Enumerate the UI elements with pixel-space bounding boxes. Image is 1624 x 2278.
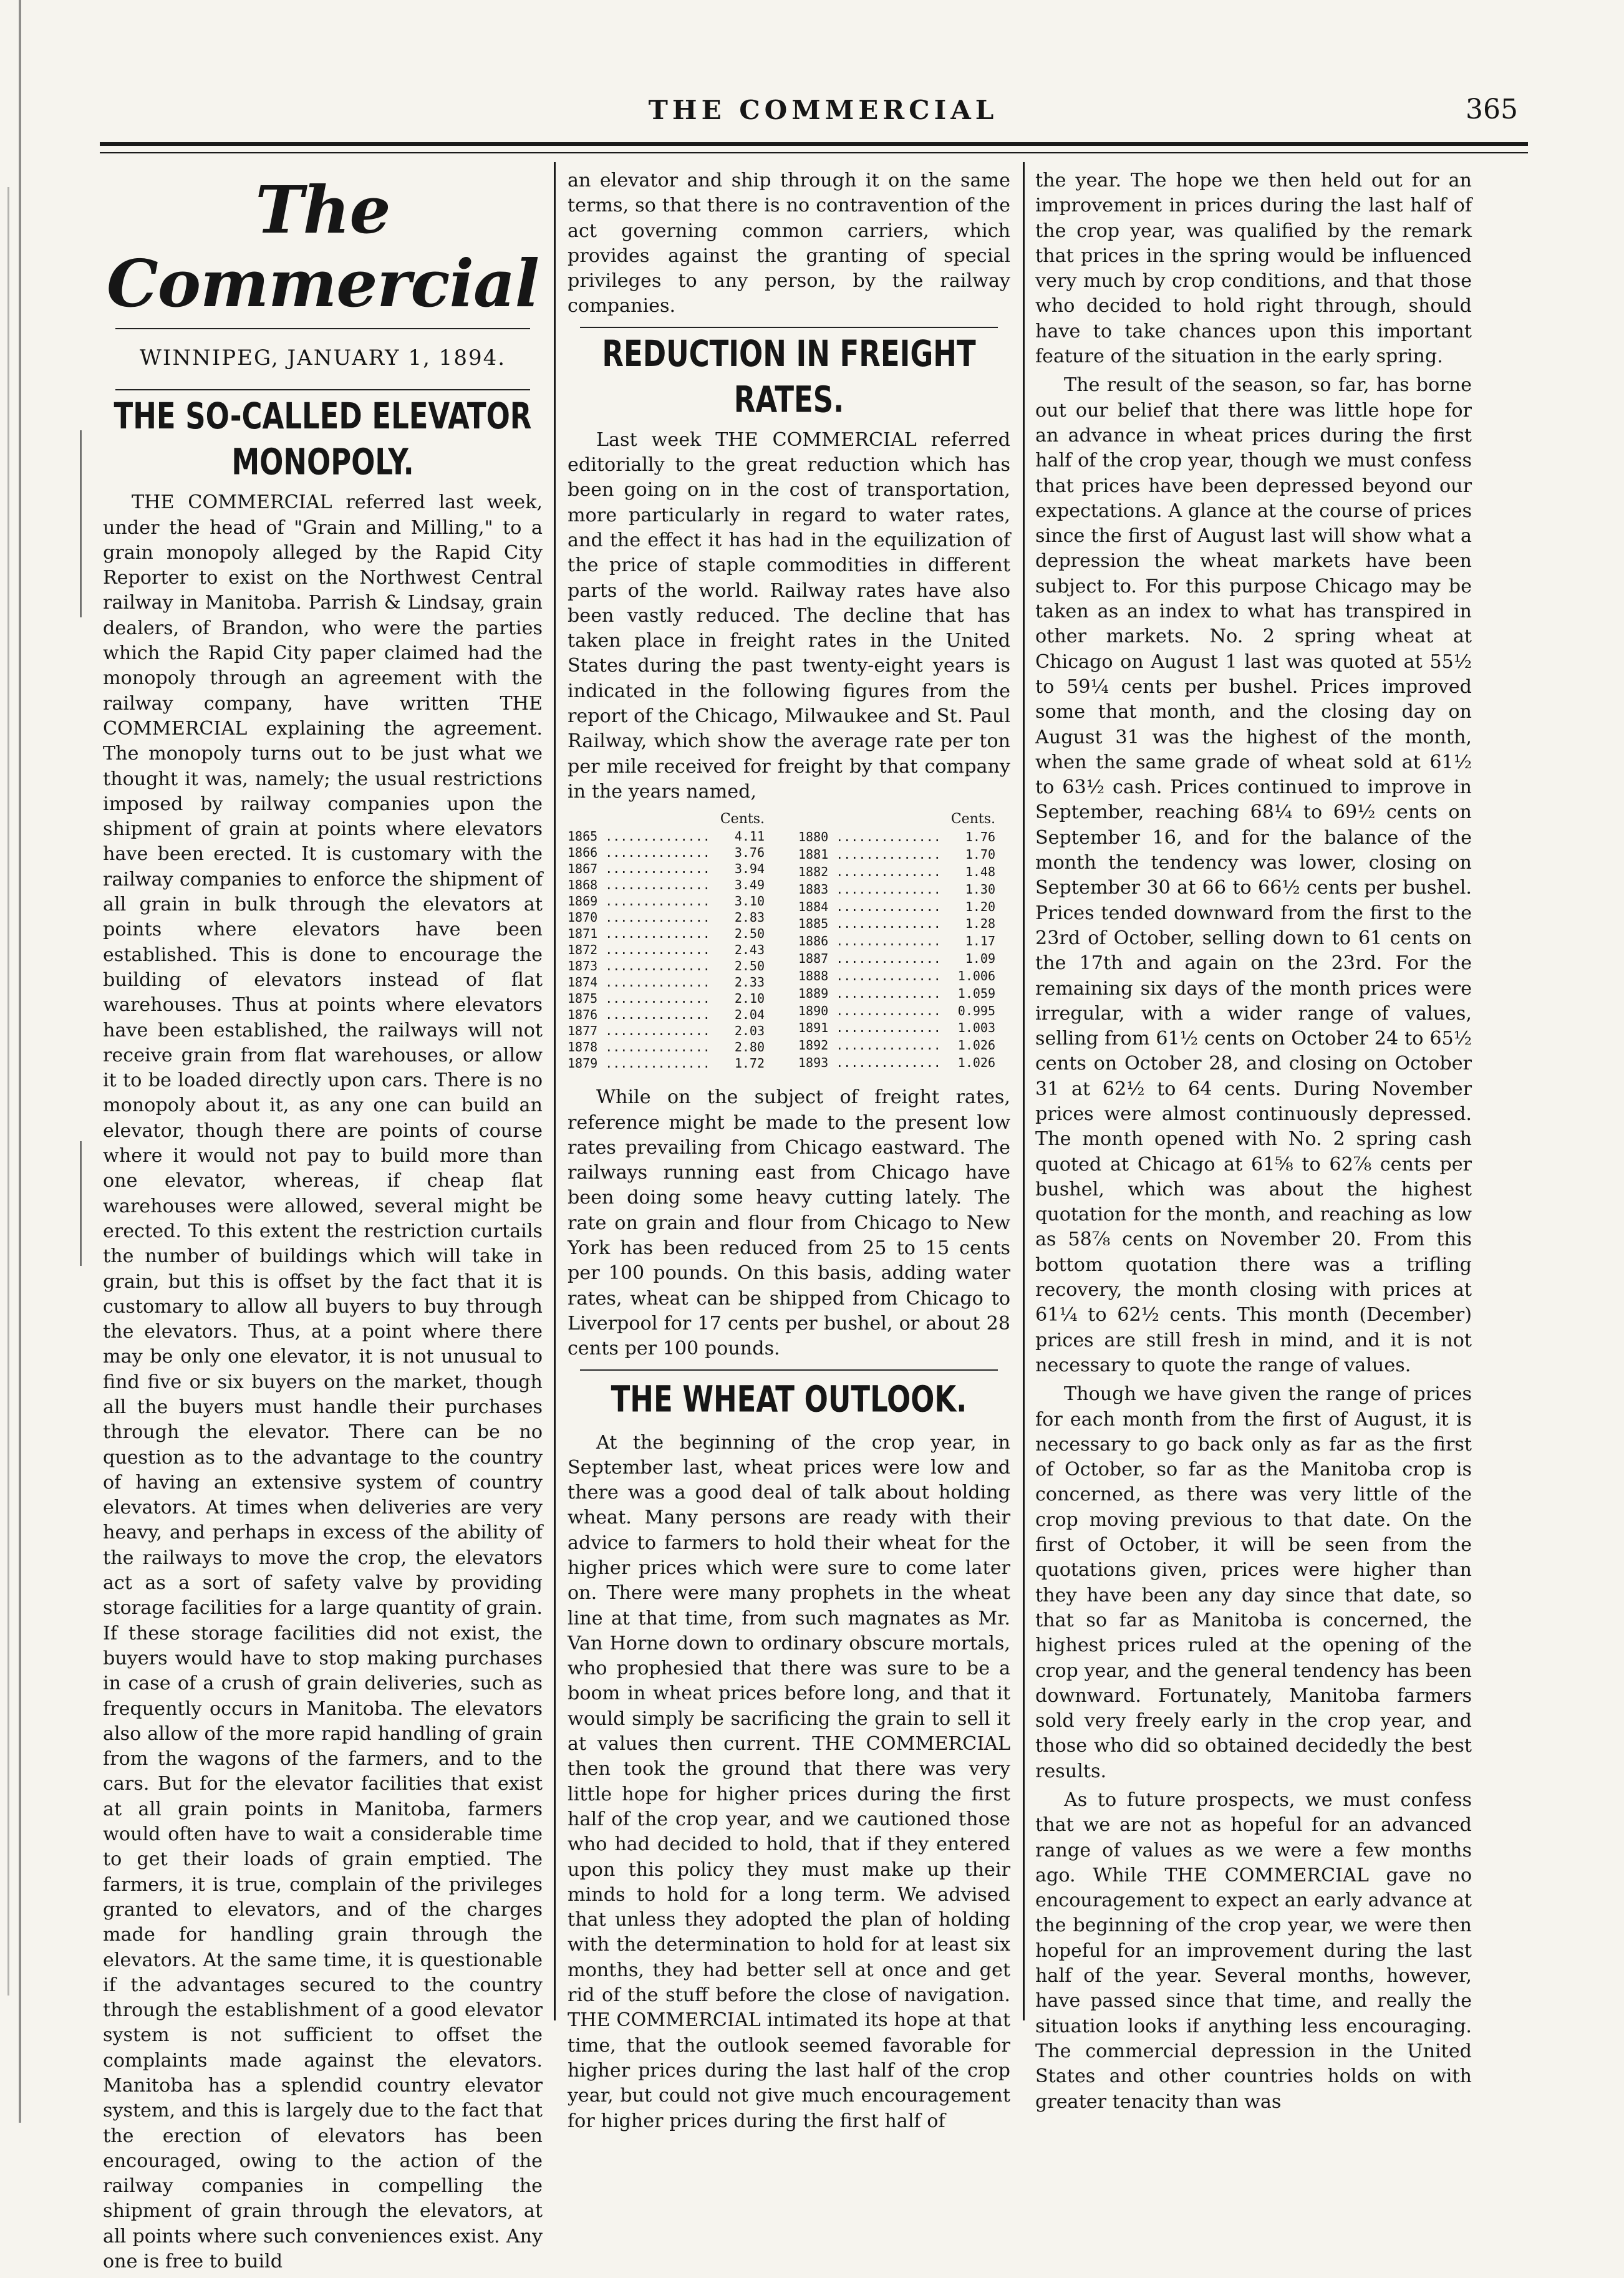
scan-edge-mark [19,0,21,2123]
article-paragraph: While on the subject of freight rates, reference might be made to the present low rates prevailing from Chicago eastward. The railways running east from Chicago have been doing some heavy cutting lately. The rate on grain and flour from Chicago to New York has been reduced from 25 to 15 cents per 100 pounds. On this basis, adding water rates, wheat can be shipped from Chicago to Liverpool for 17 cents per bushel, or about 28 cents per 100 pounds. [568,1086,1010,1360]
cents-cell: 0.995 [957,1003,995,1018]
article-continuation: an elevator and ship through it on the same terms, so that there is no contravention of the act governing common carriers, which provides against the granting of special privileges to any person, by the railway companies. [568,170,1010,317]
article-headline: THE WHEAT OUTLOOK. [611,1378,967,1420]
table-row [568,1023,780,1039]
year-cell: 1881 .............. [798,847,941,862]
cents-cell: 1.20 [965,899,995,914]
cents-cell: 1.026 [957,1038,995,1053]
year-cell: 1865 .............. [568,829,710,844]
year-cell: 1872 .............. [568,942,710,958]
year-cell: 1891 .............. [798,1020,941,1036]
section-rule [580,1369,998,1371]
table-row [568,990,780,1006]
column-1 [103,168,543,2278]
masthead-rule [115,328,530,329]
cents-cell: 3.49 [734,877,765,893]
running-head: THE COMMERCIAL [648,95,998,125]
table-row [798,915,1010,932]
cents-cell: 1.09 [965,951,995,967]
table-row [568,909,780,925]
year-cell: 1868 .............. [568,877,710,893]
header-rule-thick [100,142,1528,146]
table-row [568,893,780,909]
year-cell: 1871 .............. [568,926,710,942]
table-row [568,974,780,990]
year-cell: 1882 .............. [798,864,941,879]
table-row [798,1036,1010,1054]
year-cell: 1870 .............. [568,910,710,925]
cents-cell: 1.28 [965,916,995,932]
table-row [568,958,780,974]
cents-cell: 1.003 [957,1020,995,1036]
table-row [798,1054,1010,1071]
year-cell: 1874 .............. [568,975,710,990]
table-row [798,898,1010,915]
cents-cell: 1.17 [965,934,995,949]
table-row [798,846,1010,863]
cents-cell: 1.30 [965,881,995,897]
table-row [568,1055,780,1071]
year-cell: 1878 .............. [568,1040,710,1055]
year-cell: 1869 .............. [568,894,710,909]
table-row [568,1039,780,1055]
year-cell: 1890 .............. [798,1003,941,1018]
column-divider-2 [1023,162,1025,2020]
article-paragraph: Last week THE COMMERCIAL referred editorially to the great reduction which has been going on in the cost of transportation, more particularly in regard to water rates, and the effect it has had in the equilization of the price of staple commodities in different parts of the world. Railway rates have also been vastly reduced. The decline that has taken place in freight rates in the United States during the past twenty-eight years is indicated in the following figures from the report of the Chicago, Milwaukee and St. Paul Railway, which show the average rate per ton per mile received for freight by that company in the years named, [568,428,1010,803]
cents-cell: 1.059 [957,985,995,1001]
article-paragraph: The result of the season, so far, has borne out our belief that there was little hope for an advance in wheat prices during the first half of the crop year, though we must confess that prices have been depressed beyond our expectations. A glance at the course of prices since the first of August last will show what a depression the wheat markets have been subject to. For this purpose Chicago may be taken as an index to what has transpired in other markets. No. 2 spring wheat at Chicago on August 1 last was quoted at 55½ to 59¼ cents per bushel. Prices improved some that month, and the closing day on August 31 was the highest of the month, when the same grade of wheat sold at 61½ to 63½ cash. Prices continued to improve in September, reaching 68¼ to 69½ cents on September 16, and for the balance of the month the tendency was lower, closing on September 30 at 66 to 66½ cents per bushel. Prices tended downward from the first to the 23rd of October, selling down to 61 cents on the 17th and again on the 23rd. For the remaining six days of the month prices were irregular, with a wider range of values, selling from 61½ cents on October 24 to 65½ cents on October 28, and closing on October 31 at 62½ to 64 cents. During November prices were almost continuously depressed. The month opened with No. 2 spring cash quoted at Chicago at 61⅝ to 62⅞ cents per bushel, which was about the highest quotation for the month, and reaching as low as 58⅞ cents on November 20. From this bottom quotation there was a trifling recovery, the month closing with prices at 61¼ to 62½ cents. This month (December) prices are still fresh in mind, and it is not necessary to quote the range of values. [1035,374,1472,1376]
dateline-rule [115,389,530,390]
freight-table-right [798,811,1010,1071]
column-divider-1 [554,162,556,2020]
article-paragraph: As to future prospects, we must confess that we are not as hopeful for an advanced range of values as we were a few months ago. While THE COMMERCIAL gave no encouragement to expect an early advance at the beginning of the crop year, we were then hopeful for an improvement during the last half of the year. Several months, however, have passed since that time, and really the situation looks if anything less encouraging. The commercial depression in the United States and other countries holds on with greater tenacity than was [1035,1789,1472,2113]
table-row [568,861,780,877]
article-paragraph: At the beginning of the crop year, in September last, wheat prices were low and there was a good deal of talk about holding wheat. Many persons are ready with their advice to farmers to hold their wheat for the higher prices which were sure to come later on. There were many prophets in the wheat line at that time, from such magnates as Mr. Van Horne down to ordinary obscure mortals, who prophesied that there was sure to be a boom in wheat prices before long, and that it would simply be sacrificing the grain to sell it at values then current. THE COMMERCIAL then took the ground that there was very little hope for higher prices during the first half of the crop year, and we cautioned those who had decided to hold, that if they entered upon this policy they must make up their minds to hold for a long term. We advised that unless they adopted the plan of holding with the determination to hold for at least six months, they had better sell at once and get rid of the stuff before the close of navigation. THE COMMERCIAL intimated its hope at that time, that the outlook seemed favorable for higher prices during the last half of the crop year, but could not give much encouragement for higher prices during the first half of [568,1431,1010,2132]
section-rule [580,327,998,328]
year-cell: 1889 .............. [798,985,941,1001]
year-cell: 1866 .............. [568,845,710,861]
year-cell: 1887 .............. [798,951,941,967]
year-cell: 1893 .............. [798,1055,941,1071]
table-row [798,932,1010,950]
table-row [568,877,780,893]
year-cell: 1875 .............. [568,991,710,1006]
cents-cell: 3.94 [734,861,765,877]
cents-cell: 2.33 [734,975,765,990]
table-row [798,1002,1010,1020]
year-cell: 1886 .............. [798,934,941,949]
article-paragraph: Though we have given the range of prices for each month from the first of August, it is necessary to go back only as far as the first of October, so far as the Manitoba crop is concerned, as there was very little of the crop moving previous to that date. On the first of October, it will be seen from the quotations given, prices were higher than they have been any day since that date, so that so far as Manitoba is concerned, the highest prices ruled at the opening of the crop year, and the general tendency has been downward. Fortunately, Manitoba farmers sold very freely early in the crop year, and those who did so obtained decidedly the best results. [1035,1383,1472,1782]
table-header: Cents. [720,811,765,828]
table-row [568,1006,780,1023]
cents-cell: 2.04 [734,1007,765,1023]
freight-table-left [568,811,780,1071]
freight-rates-table [568,808,1010,1085]
column-3 [1035,168,1472,2118]
table-row [568,828,780,844]
cents-cell: 1.48 [965,864,995,879]
year-cell: 1879 .............. [568,1056,710,1071]
article-headline: REDUCTION IN FREIGHT RATES. [602,332,976,420]
cents-cell: 3.10 [734,894,765,909]
cents-cell: 2.50 [734,958,765,974]
header-rule-thin [100,152,1528,153]
cents-cell: 1.026 [957,1055,995,1071]
article-paragraph: the year. The hope we then held out for an improvement in prices during the last half of the crop year, was qualified by the remark that prices in the spring would be influenced very much by crop conditions, and that those who decided to hold right through, should have to take chances upon this important feature of the situation in the early spring. [1035,170,1472,368]
column-2 [568,168,1010,2138]
cents-cell: 3.76 [734,845,765,861]
page-number: 365 [1466,94,1518,125]
article-headline: THE SO-CALLED ELEVATOR MONOPOLY. [114,395,532,483]
year-cell: 1880 .............. [798,829,941,845]
year-cell: 1892 .............. [798,1038,941,1053]
table-header: Cents. [950,811,995,828]
pencil-bracket-2 [80,1141,82,1266]
cents-cell: 1.72 [734,1056,765,1071]
scan-edge-mark-2 [7,187,9,1996]
year-cell: 1885 .............. [798,916,941,932]
pencil-bracket-1 [80,430,82,617]
table-row [798,985,1010,1002]
year-cell: 1877 .............. [568,1023,710,1039]
year-cell: 1888 .............. [798,968,941,983]
table-row [798,881,1010,898]
article-paragraph: THE COMMERCIAL referred last week, under the head of "Grain and Milling," to a grain monopoly alleged by the Rapid City Reporter to exist on the Northwest Central railway in Manitoba. Parrish & Lindsay, grain dealers, of Brandon, who were the parties which the Rapid City paper claimed had the monopoly through an agreement with the railway company, have written THE COMMERCIAL explaining the agreement. The monopoly turns out to be just what we thought it was, namely; the usual restrictions imposed by railway companies upon the shipment of grain at points where elevators have been erected. It is customary with the railway companies to enforce the shipment of all grain in bulk through the elevators at points where elevators have been established. This is done to encourage the building of elevators instead of flat warehouses. Thus at points where elevators have been established, the railways will not receive grain from flat warehouses, or allow it to be loaded directly upon cars. There is no monopoly about it, as any one can build an elevator, though there are points of course where it would not pay to build more than one elevator, whereas, if cheap flat warehouses were allowed, several might be erected. To this extent the restriction curtails the number of buildings which will take in grain, but this is offset by the fact that it is customary to allow all buyers to buy through the elevators. Thus, at a point where there may be only one elevator, it is not unusual to find five or six buyers on the market, though all the buyers must handle their purchases through the elevator. There can be no question as to the advantage to the country of having an extensive system of country elevators. At times when deliveries are very heavy, and perhaps in excess of the ability of the railways to move the crop, the elevators act as a sort of safety valve by providing storage facilities for a large quantity of grain. If these storage facilities did not exist, the buyers would have to stop making purchases in case of a crush of grain deliveries, such as frequently occurs in Manitoba. The elevators also allow of the more rapid handling of grain from the wagons of the farmers, and to the cars. But for the elevator facilities that exist at all grain points in Manitoba, farmers would often have to wait a considerable time to get their loads of grain emptied. The farmers, it is true, complain of the privileges granted to elevators, and of the charges made for handling grain through the elevators. At the same time, it is questionable if the advantages secured to the country through the establishment of a good elevator system is not sufficient to offset the complaints made against the elevators. Manitoba has a splendid country elevator system, and this is largely due to the fact that the erection of elevators has been encouraged, owing to the action of the railway companies in compelling the shipment of grain through the elevators, at all points where such conveniences exist. Any one is free to build [103,491,543,2273]
year-cell: 1873 .............. [568,958,710,974]
year-cell: 1876 .............. [568,1007,710,1023]
masthead: The Commercial [107,171,539,322]
table-row [798,828,1010,846]
cents-cell: 1.76 [965,829,995,845]
cents-cell: 4.11 [734,829,765,844]
year-cell: 1884 .............. [798,899,941,914]
dateline: WINNIPEG, JANUARY 1, 1894. [139,345,506,370]
cents-cell: 2.10 [734,991,765,1006]
table-row [798,863,1010,881]
cents-cell: 2.03 [734,1023,765,1039]
year-cell: 1883 .............. [798,881,941,897]
cents-cell: 2.83 [734,910,765,925]
table-row [798,950,1010,967]
cents-cell: 2.80 [734,1040,765,1055]
table-row [568,925,780,942]
cents-cell: 2.50 [734,926,765,942]
year-cell: 1867 .............. [568,861,710,877]
table-row [568,942,780,958]
table-row [568,844,780,861]
cents-cell: 1.70 [965,847,995,862]
cents-cell: 1.006 [957,968,995,983]
cents-cell: 2.43 [734,942,765,958]
table-row [798,1020,1010,1037]
table-row [798,967,1010,985]
